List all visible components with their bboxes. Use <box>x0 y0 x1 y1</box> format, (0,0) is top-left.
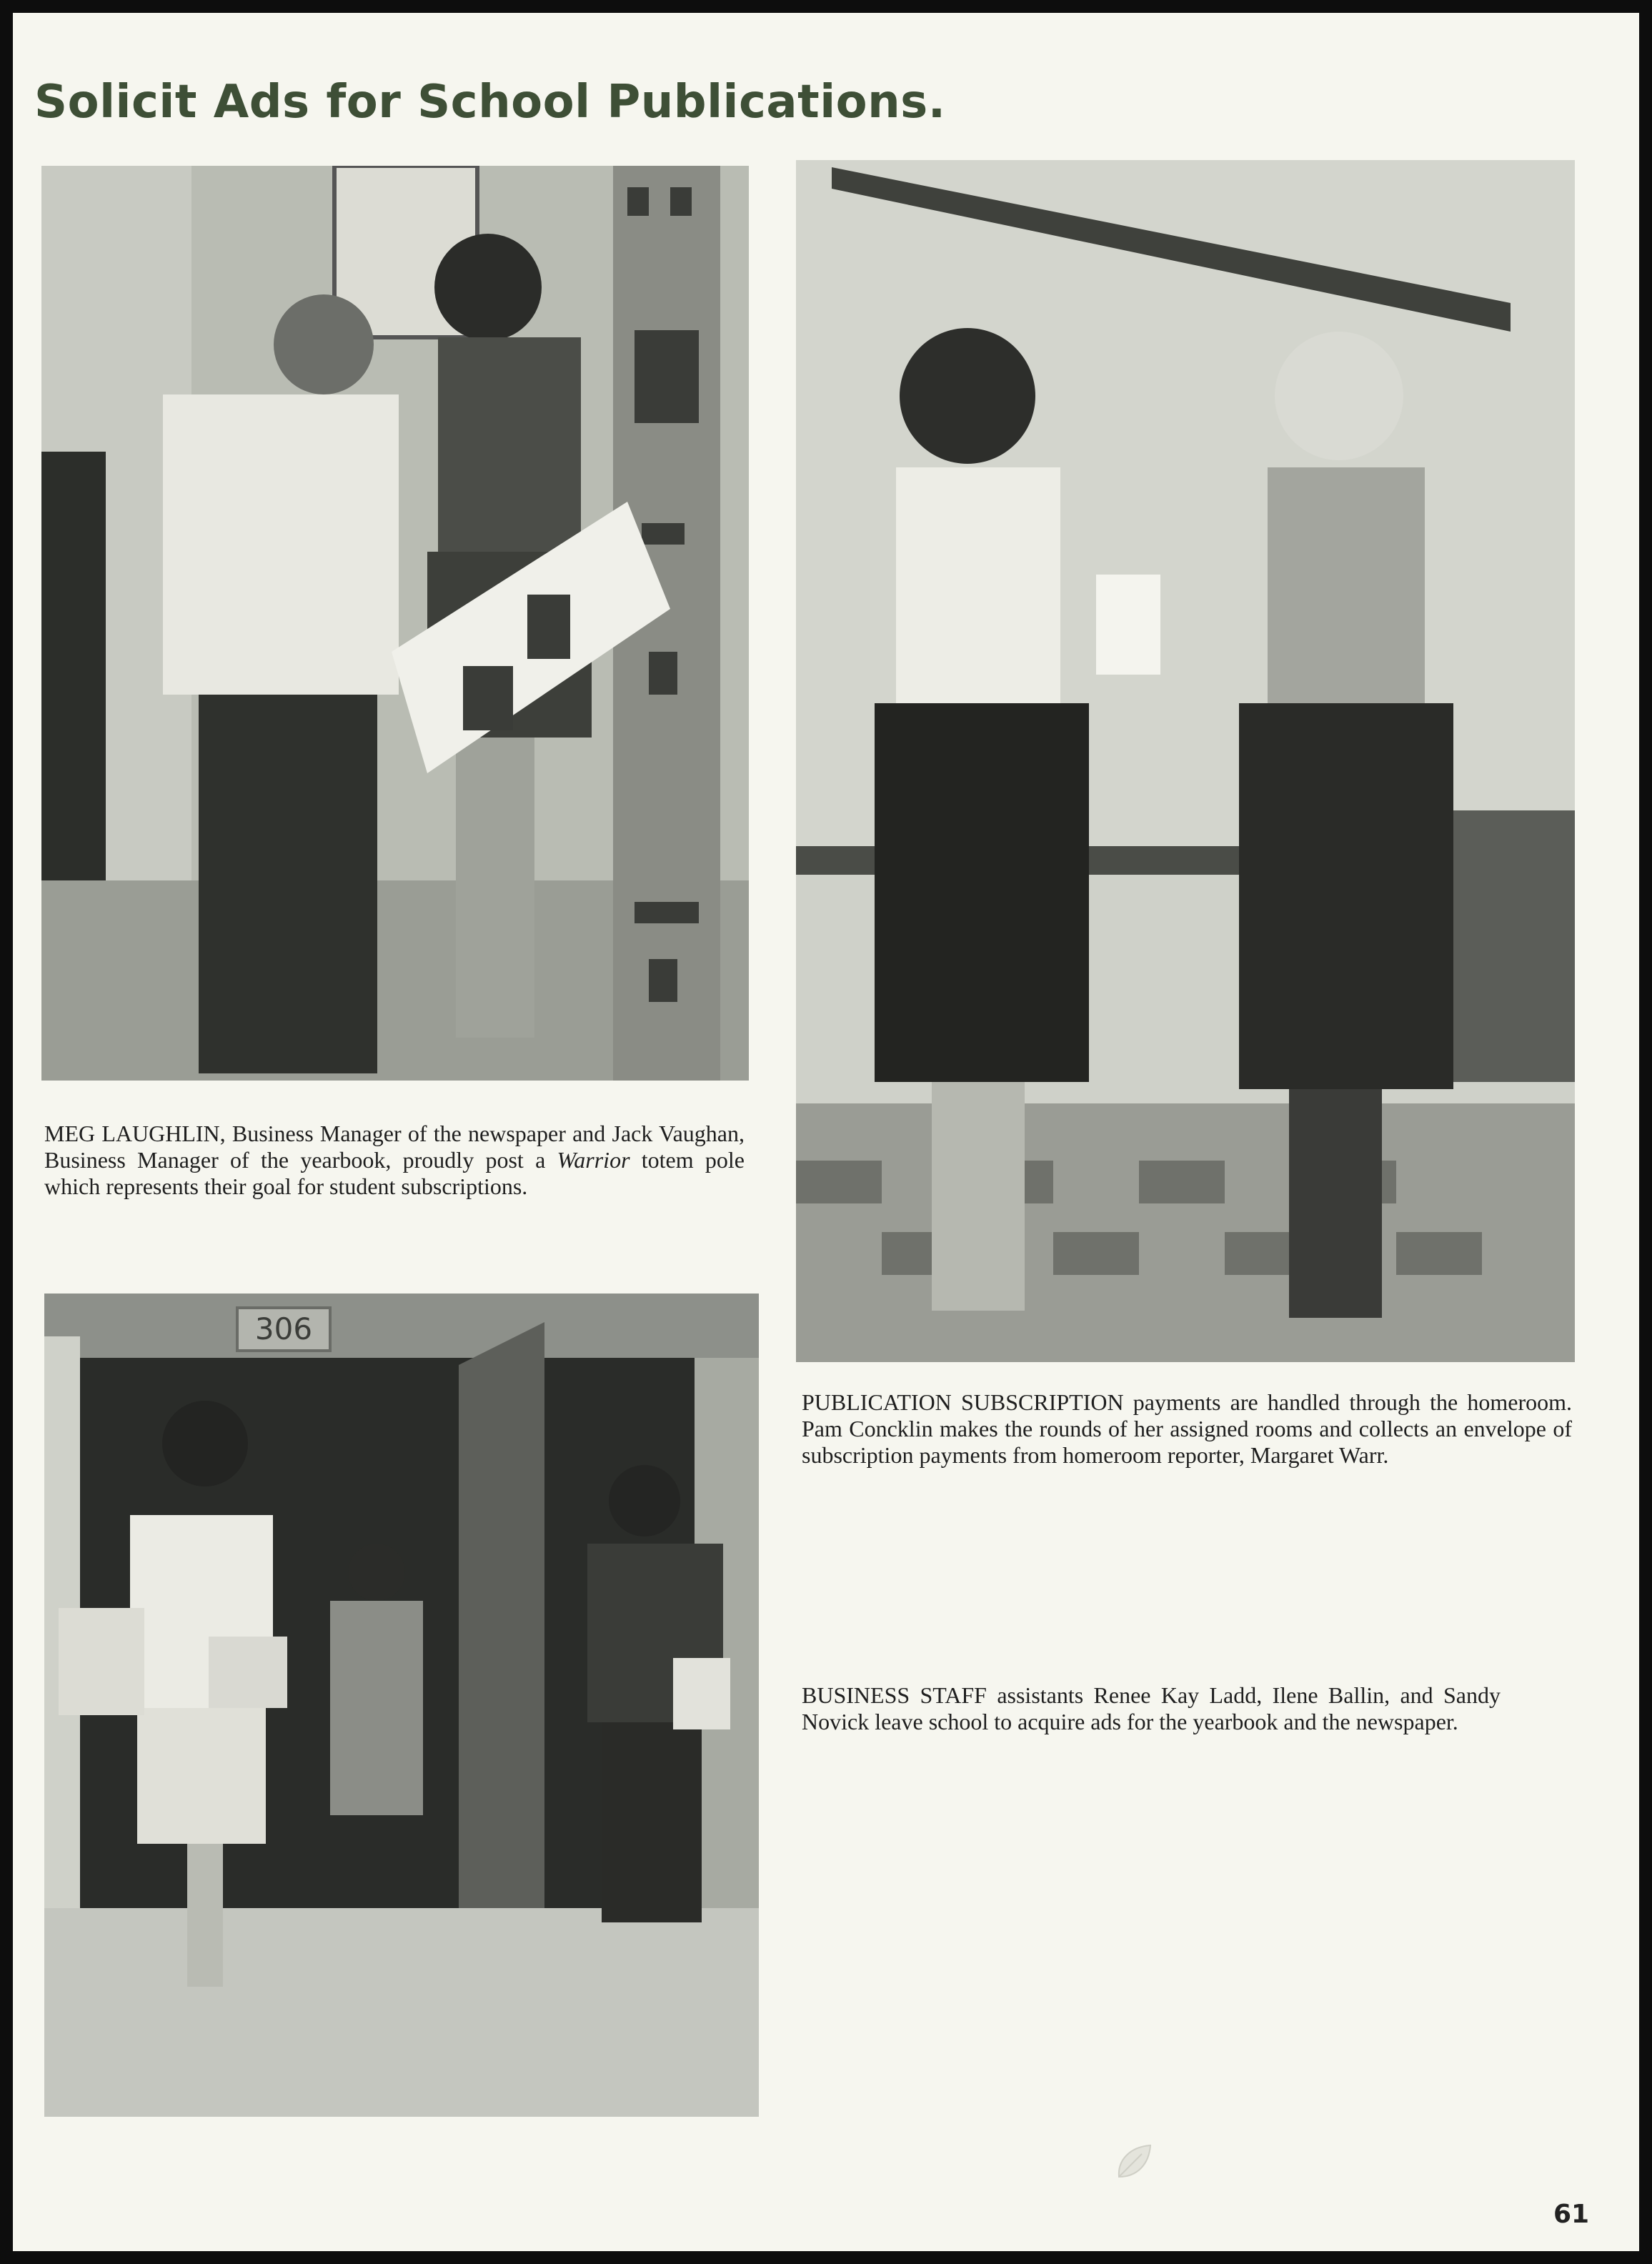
caption-lead: BUSINESS STAFF <box>802 1682 987 1708</box>
caption-text: totem pole which represents their goal for student subscriptions. <box>44 1147 745 1199</box>
photo-totem-pole <box>41 166 749 1081</box>
photo-business-staff-doorway <box>44 1294 759 2117</box>
caption-subscription-payments <box>802 1389 1572 1469</box>
door-number: 306 <box>254 1311 313 1346</box>
caption-lead: PUBLICATION SUBSCRIPTION <box>802 1389 1124 1415</box>
photo-subscription-payments-image <box>796 160 1575 1362</box>
caption-text: payments are handled through the homeroom. Pam Concklin makes the rounds of her assigned rooms and collects an envelope of subscription payments from homeroom reporter, Margaret Warr. <box>802 1389 1573 1468</box>
yearbook-page <box>13 13 1639 2251</box>
leaf-watermark-icon <box>1110 2140 1156 2185</box>
caption-lead: MEG LAUGHLIN, <box>44 1121 226 1146</box>
caption-italic-text: Warrior <box>557 1147 630 1173</box>
caption-totem-pole <box>44 1121 745 1200</box>
caption-business-staff <box>802 1682 1501 1735</box>
page-number: 61 <box>1553 2200 1590 2229</box>
photo-subscription-payments <box>796 160 1575 1362</box>
caption-text: Business Manager of the newspaper and Jack Vaughan, Business Manager of the yearbook, proudly post a <box>44 1121 745 1173</box>
photo-business-staff-doorway-image <box>44 1294 759 2117</box>
page-title: Solicit Ads for School Publications. <box>34 76 946 129</box>
caption-text: assistants Renee Kay Ladd, Ilene Ballin, and Sandy Novick leave school to acquire ads for the yearbook and the newspaper. <box>802 1682 1501 1734</box>
photo-totem-pole-image <box>41 166 749 1081</box>
